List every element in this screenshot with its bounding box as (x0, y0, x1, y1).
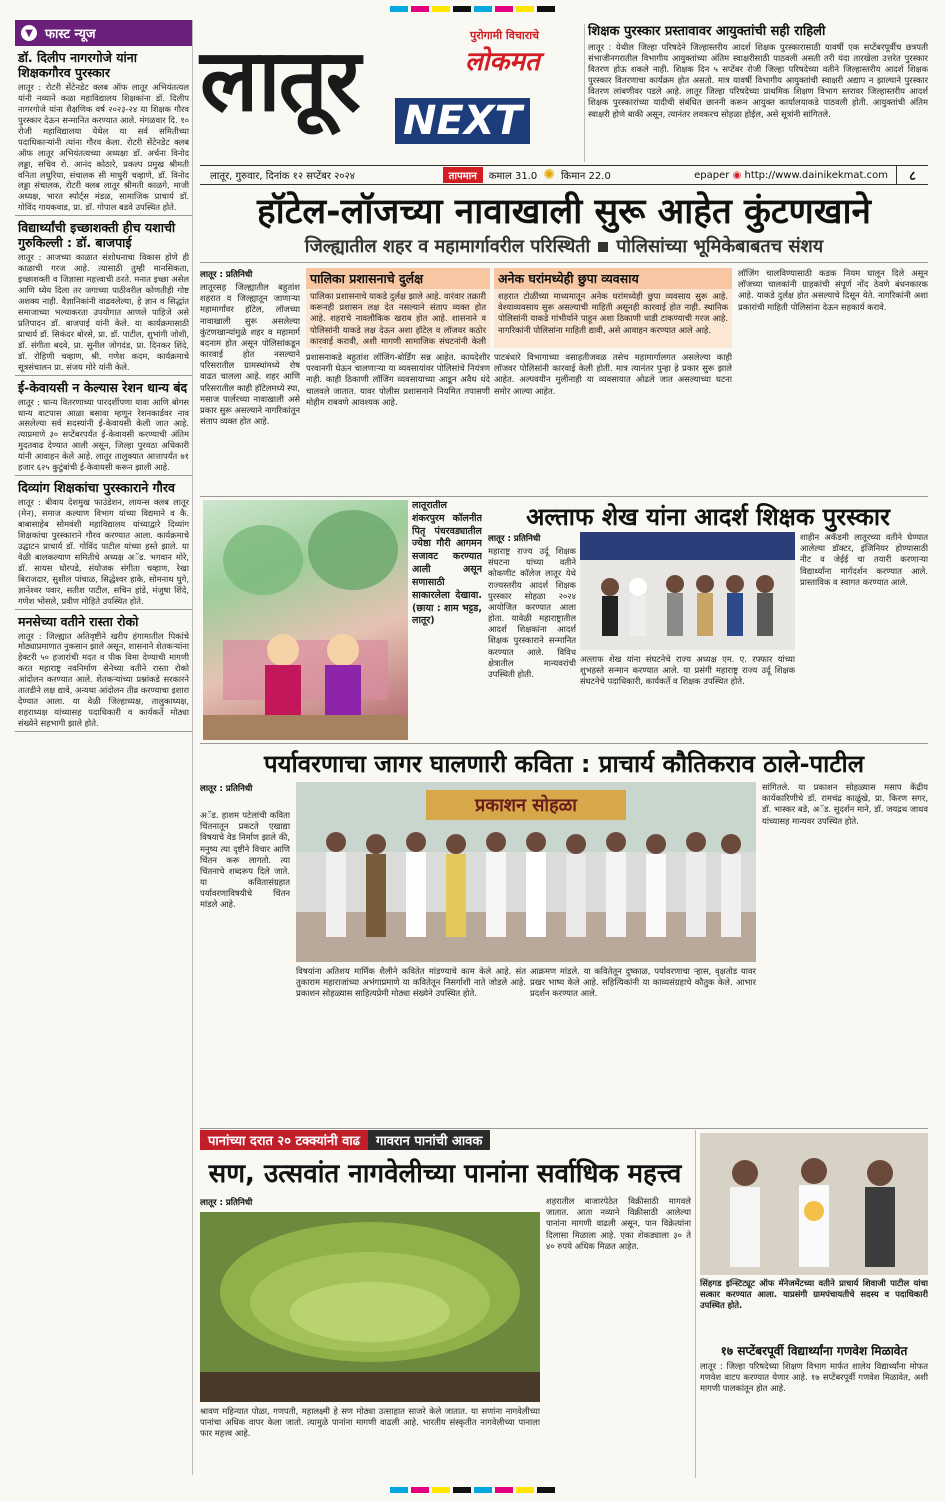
globe-icon: ◉ (732, 169, 742, 181)
lead-headline: हॉटेल-लॉजच्या नावाखाली सुरू आहेत कुंटणखाने (257, 192, 871, 232)
registration-marks-top (18, 6, 927, 14)
story2-column-1: लातूर : प्रतिनिधी महाराष्ट्र राज्य उर्दू शिक्षक संघटना यांच्या वतीने कोकणीट कॉलेज लातूर येथे राज्यस्तरीय आदर्श शिक्षक पुरस्कार सोहळा २०२४ आयोजित करण्यात आला होता. यावेळी महाराष्ट्रातील आदर्श शिक्षकांना आदर्श शिक्षक पुरस्काराने सन्मानित करण्यात आले. विविध क्षेत्रातील मान्यवरांची उपस्थिती होती. (488, 534, 576, 679)
masthead-brand: लोकमत (465, 47, 540, 77)
website-url: http://www.dainikekmat.com (744, 169, 888, 181)
lead-column-2: प्रशासनाकडे बहुतांश लॉजिंग-बोर्डिंग सन्न आहेत. कायदेशीर परवानगी घेऊन चालणाऱ्या या व्यवसायांवर पोलिसांचे नियंत्रण नाही. काही ठिकाणी लॉजिंग व्यवसायाच्या आडून अवैध धंदे चालवले जातात. यावर पोलीस प्रशासनाने नियमित तपासणी मोहीम राबवणे आवश्यक आहे. (306, 352, 490, 407)
news-brief-title: विद्यार्थ्यांची इच्छाशक्ती हीच यशाची गुरुकिल्ली : डॉ. बाजपाई (18, 220, 176, 251)
news-brief-text: लातूर : आजच्या काळात संशोधनाचा विकास होणे ही काळाची गरज आहे. त्यासाठी तुम्ही मानसिकता, इच्छाशक्ती व जिज्ञासा महत्त्वाची ठरते. मनात इच्छा असेल आणि ध्येय दिला तर जगाच्या पाठीवरील कोणतीही गोष्ट अशक्य नाही. वैज्ञानिकांनी वाढवलेल्या, हे ज्ञान व सिद्धांत समाजाच्या भल्याकरता उपयोगात आणले पाहिजे असे प्रतिपादन डॉ. बाजपाई यांनी केले. या कार्यक्रमासाठी प्राचार्य डॉ. सिकंदर बोरसे, प्रा. डॉ. पाटील, शुभांगी जोशी, डॉ. संगीता बदवे, प्रा. सुनील जोगदंड, प्रा. दिनकर शिंदे, डॉ. रोहिणी चव्हाण, श्री. गणेश कदम, कार्यक्रमाचे सूत्रसंचालन प्रा. संजय मोरे यांनी केले. (18, 252, 189, 372)
news-brief-title: ई-केवायसी न केल्यास रेशन धान्य बंद (18, 379, 188, 395)
news-brief-text: लातूर : जिल्ह्यात अतिवृष्टीने खरीप हंगामातील पिकांचे मोठ्याप्रमाणात नुकसान झाले असून, शासनाने शेतकऱ्यांना हेक्टरी ५० हजारांची मदत व पीक विमा देण्याची मागणी करत महाराष्ट्र नवनिर्माण सेनेच्या वतीने रास्ता रोको आंदोलन करण्यात आले. शेतकऱ्यांच्या प्रश्नांकडे सरकारने तातडीने लक्ष द्यावे, अन्यथा आंदोलन तीव्र करण्याचा इशारा देण्यात आला. या वेळी जिल्हाध्यक्ष, तालुकाध्यक्ष, शहराध्यक्ष यांच्यासह पदाधिकारी व कार्यकर्ते मोठ्या संख्येने सहभागी झाले होते. (18, 630, 189, 728)
sidebar-box-2: अनेक घरांमध्येही छुपा व्यवसाय शहरात टोळींच्या माध्यमातून अनेक घरांमध्येही छुपा व्यवसाय सुरू आहे. वेश्याव्यवसाय सुरू असल्याची माहिती असूनही कारवाई होत नाही. स्थानिक पोलिसांनी याकडे गांभीर्याने पाहून अशा ठिकाणी धाडी टाकण्याची गरज आहे. नागरिकांनी पोलिसांना माहिती द्यावी, असे आवाहन करण्यात आले आहे. (494, 268, 732, 348)
masthead-title: लातूर (200, 31, 359, 131)
registration-mark (516, 1487, 534, 1493)
masthead-tagline: पुरोगामी विचाराचे (470, 29, 540, 42)
story3-headline: पर्यावरणाचा जागर घालणारी कविता : प्राचार्य कौतिकराव ठाले-पाटील (264, 750, 864, 778)
fast-news-header (15, 20, 192, 46)
news-brief (15, 610, 192, 732)
top-right-text: लातूर : येथील जिल्हा परिषदेने जिल्हास्तरीय आदर्श शिक्षक पुरस्कारासाठी यावर्षी एक सप्टेंबरपूर्वीच छत्रपती संभाजीनगरातील विभागीय आयुक्तांच्या अंतिम स्वाक्षरीसाठी पाठवली असती तरी यंदा तारखेला उत्तरेत पुरस्कार वितरण होऊ शकले नाही. शिक्षक दिन ५ सप्टेंबर रोजी जिल्हा परिषदेच्या वतीने जिल्हास्तरीय आदर्श शिक्षक पुरस्कार वितरणाचा कार्यक्रम होत असतो. मात्र यावर्षी विभागीय आयुक्तांची स्वाक्षरी अद्याप न झाल्याने पुरस्कार वितरण लांबणीवर पडले आहे. लातूर जिल्हा परिषदेच्या प्राथमिक शिक्षण विभाग स्तरावर जिल्हास्तरीय आदर्श शिक्षक पुरस्कारांच्या यादीची संबंधित छाननी करून आयुक्त कार्यालयाकडे पाठवली होती. आयुक्तांची अंतिम स्वाक्षरी होणे बाकी असून, त्यानंतर लवकरच सोहळा होईल, असे सूत्रांनी सांगितले. (588, 41, 928, 119)
news-brief-title: मनसेच्या वतीने रास्ता रोको (18, 613, 139, 629)
registration-mark (537, 6, 555, 12)
sun-icon: ✺ (543, 167, 555, 183)
top-right-title: शिक्षक पुरस्कार प्रस्तावावर आयुक्तांची सही राहिली (588, 24, 826, 39)
uniform-story-text: लातूर : जिल्हा परिषदेच्या शिक्षण विभाग मार्फत शालेय विद्यार्थ्यांना मोफत गणवेश वाटप करण्यात येणार आहे. १७ सप्टेंबरपूर्वी गणवेश मिळावेत, अशी मागणी पालकांतून होत आहे. (700, 1361, 928, 1394)
top-right-story (588, 24, 928, 164)
story4-spacer (320, 1196, 540, 1210)
registration-mark (537, 1487, 555, 1493)
story4-column-1: लातूर : प्रतिनिधी (200, 1198, 253, 1208)
registration-mark (390, 6, 408, 12)
dateline-bar (200, 165, 928, 185)
registration-mark (432, 6, 450, 12)
story2-headline: अल्ताफ शेख यांना आदर्श शिक्षक पुरस्कार (526, 503, 890, 531)
betel-leaves-photo (200, 1212, 540, 1402)
news-brief (15, 376, 192, 477)
lead-column-1: लातूर : प्रतिनिधी लातूरसह जिल्ह्यातील बहुतांश शहरात व जिल्ह्यातून जाणाऱ्या महामार्गांवर हॉटेल, लॉजच्या नावाखाली सुरू असलेल्या कुंटणखान्यांमुळे शहर व महामार्ग बदनाम होत असून पोलिसांकडून कारवाई होत नसल्याने परिसरातील ग्रामस्थांमध्ये रोष वाढत चालला आहे. शहर आणि परिसरातील काही हॉटेलमध्ये स्पा, मसाज पार्लरच्या नावाखाली असे प्रकार सुरू असल्याने नागरिकांतून संताप व्यक्त होत आहे. (200, 270, 300, 427)
registration-mark (495, 1487, 513, 1493)
divider (200, 1128, 928, 1129)
news-brief-title: दिव्यांग शिक्षकांचा पुरस्काराने गौरव (18, 480, 175, 496)
lead-column-3: पाटबंधारे विभागाच्या वसाहतीजवळ तसेच महामार्गालगत असलेल्या काही लॉजवर पोलिसांनी कारवाई केली होती. मात्र त्यानंतर पुन्हा हे प्रकार सुरू झाले आहेत. अल्पवयीन मुलींनाही या व्यवसायात ओढले जात असल्याच्या घटना समोर आल्या आहेत. (494, 352, 732, 396)
temperature (433, 167, 621, 183)
festival-photo (203, 500, 408, 740)
fast-news-title: फास्ट न्यूज (45, 27, 96, 42)
uniform-story-title: १७ सप्टेंबरपूर्वी विद्यार्थ्यांना गणवेश मिळावेत (720, 1344, 908, 1358)
book-launch-banner: प्रकाशन सोहळा (475, 795, 577, 816)
registration-mark (411, 6, 429, 12)
registration-mark (432, 1487, 450, 1493)
epaper-link[interactable]: epaper ◉ http://www.dainikekmat.com (694, 169, 888, 181)
registration-mark (453, 6, 471, 12)
temperature-label: तापमान (443, 167, 483, 183)
felicitation-caption: सिंहगड इन्स्टिट्यूट ऑफ मॅनेजमेंटच्या वतीने प्राचार्य शिवाजी पाटील यांचा सत्कार करण्यात आला. याप्रसंगी ग्रामपंचायतीचे सदस्य व पदाधिकारी उपस्थित होते. (700, 1278, 928, 1311)
news-brief (15, 216, 192, 375)
divider (200, 262, 928, 263)
betel-leaves-graphic (200, 1212, 540, 1402)
sidebar-box-1: पालिका प्रशासनाचे दुर्लक्ष पालिका प्रशासनाचे याकडे दुर्लक्ष झाले आहे. वारंवार तक्रारी करूनही प्रशासन लक्ष देत नसल्याने संताप व्यक्त होत आहे. शहराचे नावलौकिक खराब होत आहे. शासनाने व पोलिसांनी याकडे लक्ष देऊन अशा हॉटेल व लॉजवर कठोर कारवाई करावी, अशी मागणी सामाजिक संघटनांनी केली (306, 268, 490, 348)
story4-headline: सण, उत्सवांत नागवेलीच्या पानांना सर्वाधिक महत्त्व (208, 1159, 682, 1189)
dateline-date: लातूर, गुरुवार, दिनांक १२ सप्टेंबर २०२४ (210, 171, 355, 182)
story3-column-3: आक्रमण मांडले. या कवितेतून दुष्काळ, पर्यावरणाचा ऱ्हास, वृक्षतोड यावर प्रखर भाष्य केले आहे. सहित्यिकांनी या काव्यसंग्रहाचे कौतुक केले. आभार प्रदर्शन करण्यात आले. (530, 966, 756, 999)
registration-mark (474, 6, 492, 12)
festival-photo-graphic (203, 500, 408, 740)
lead-column-4: लॉजिंग चालविण्यासाठी कडक नियम घालून दिले असून लॉजच्या चालकांनी ग्राहकांची संपूर्ण नोंद ठेवणे बंधनकारक आहे. याकडे दुर्लक्ष होत असल्याचे दिसून येते. नागरिकांनी अशा प्रकारांची माहिती पोलिसांना देऊन सहकार्य करावे. (738, 268, 928, 312)
registration-mark (453, 1487, 471, 1493)
lead-subhead: जिल्ह्यातील शहर व महामार्गावरील परिस्थिती पोलिसांच्या भूमिकेबाबतच संशय (304, 236, 824, 257)
story4-column-2: शहरातील बाजारपेठेत विक्रीसाठी मागवले जातात. आता नव्याने विक्रीसाठी आलेल्या पानांना मागणी वाढली असून, पान विक्रेत्यांना दिलासा मिळाला आहे. एका शेकड्याला ३० ते ४० रुपये अधिक मिळत आहेत. (546, 1196, 691, 1251)
registration-mark (390, 1487, 408, 1493)
news-brief-text: लातूर : रोटरी सेंटेनडेट क्लब ऑफ लातूर अभियंतत्यल यांनी नव्याने कळा महाविद्यालय शिक्षकांना डॉ. दिलीप नागरगोजे यांना शैक्षणिक वर्ष २०२३-२४ या शिक्षक गौरव पुरस्कार देऊन सन्मानित करण्यात आले. मंगळवार दि. १० रोजी महाविद्यालया येथेल या सर्व समितीच्या पदाधिकाऱ्यांनी त्यांना गौरव केला. रोटरी सेंटेनडेट क्लब ऑफ लातूर अभियंतत्यच्या अध्यक्षा डॉ. अर्चना विनोद लड्डा, सचिव रो. आनंद कोठारे, प्रकल्प प्रमुख श्रीमती वनिता लधुरिया, संचालक सी माधुरी चव्हाणे, डॉ. विनोद लड्डा संचालक, रोटरी क्लब लातूर श्रीमती काळगे, माजी अध्यक्ष, भारत स्पोर्ट्स मंडळ, सामाजिक प्राचार्य डॉ. गोविंद गायकवाड, प्रा. डॉ. गोपाल बडवे उपस्थित होते. (18, 82, 189, 213)
news-brief-text: लातूर : बीवाय देशमुख फाउंडेशन, लायन्स क्लब लातूर (मेन), समाज कल्याण विभाग यांच्या विद्यमाने व कै. बाबासाहेब सोमवंशी महाविद्यालय यांच्याद्वारे दिव्यांग शिक्षकांचा पुरस्काराने गौरव करण्यात आला. कार्यक्रमाचे उद्घाटन प्राचार्य डॉ. गोविंद पाटील यांच्या हस्ते झाले. या वेळी बालकल्याण समितीचे अध्यक्ष अॅड. भगवान मोरे, डॉ. सायस घोरपडे, संयोजक संगीता चव्हाण, रेखा बिराजदार, सुशील पांचाळ, सिद्धेश्वर हाके, सोमनाथ घुगे, ज्ञानेश्वर पवार, सतीश पाटील, सचिन हांडे, मंजुषा शिंदे, गणेश भोसले, प्रवीण मोहिते उपस्थित होते. (18, 497, 189, 606)
story4-kicker: पानांच्या दरात २० टक्क्यांनी वाढ गावरान पानांची आवक (200, 1130, 690, 1150)
book-launch-photo (296, 782, 756, 962)
divider (200, 743, 928, 744)
story3-column-2: विषयांना अतिशय मार्मिक शैलीने कवितेत मांडण्याचे काम केले आहे. संत तुकाराम महाराजांच्या अभंगाप्रमाणे या कवितेतून निसर्गाशी नाते जोडले आहे. प्रकाशन सोहळ्यास साहित्यप्रेमी मोठ्या संख्येने उपस्थित होते. (296, 966, 526, 999)
registration-mark (495, 6, 513, 12)
masthead-next-logo: NEXT (395, 98, 530, 144)
registration-mark (516, 6, 534, 12)
divider (584, 24, 585, 162)
news-brief-text: लातूर : धान्य वितरणाच्या पारदर्शीपणा यावा आणि बोगस धान्य वाटपास आळा बसावा म्हणून रेशनकार्डवर नाव असलेल्या सर्व सदस्यांनी ई-केवायसी केली जात आहे. त्याप्रमाणे ३० सप्टेंबरपर्यंत ई-केवायसी करण्याची अंतिम मुदतवाढ देण्यात आली असून, जिल्हा पुरवठा अधिकारी यांनी आवाहन केले आहे. लातूर तालुक्यात आत्तापर्यंत ७१ हजार ६२५ कुटुंबांची ई-केवायसी करून झाली आहे. (18, 396, 189, 473)
story3-column-1: अॅड. हाशम पटेलांची कविता चिंतनातून प्रकटते एखाद्या विषयाचे वेड निर्माण झाले की, मनुष्य त्या दृष्टीने विचार आणि चिंतन करू लागतो. त्या चिंतनाचे शब्दरूप दिले जाते. या कवितासंग्रहात पर्यावरणाविषयीचे चिंतन मांडले आहे. (200, 810, 290, 910)
square-bullet-icon (598, 242, 608, 252)
felicitation-graphic (700, 1133, 928, 1275)
news-brief-title: डॉ. दिलीप नागरगोजे यांना शिक्षकगौरव पुरस्कार (18, 50, 137, 80)
divider (200, 496, 928, 497)
page-number: ८ (896, 166, 928, 184)
temperature-min: किमान 22.0 (560, 171, 611, 182)
news-brief (15, 476, 192, 609)
registration-marks-bottom (18, 1487, 927, 1495)
felicitation-photo (700, 1133, 928, 1275)
story2-column-2: अल्ताफ शेख यांना संघटनेचे राज्य अध्यक्ष एम. ए. रफ्फार यांच्या शुभहस्ते सन्मान करण्यात आले. या प्रसंगी महाराष्ट्र राज्य उर्दू शिक्षक संघटनेचे पदाधिकारी, कार्यकर्ते व शिक्षक उपस्थित होते. (580, 654, 795, 687)
story4-column-1-text: श्रावण महिन्यात पोळा, गणपती, महालक्ष्मी हे सण मोठ्या उत्साहात साजरे केले जातात. या सणांना नागवेलीच्या पानांचा अधिक वापर केला जातो. त्यामुळे पानांना मागणी वाढली आहे. भारतीय संस्कृतीत नागवेलीच्या पानाला फार महत्त्व आहे. (200, 1406, 540, 1439)
registration-mark (474, 1487, 492, 1493)
story3-byline-block: लातूर : प्रतिनिधी (200, 784, 253, 794)
award-photo (580, 532, 795, 650)
festival-photo-caption: लातूरातील शंकरपुरम कॉलनीत पितृ पंधरवड्यातील ज्येष्ठा गौरी आगमन सजावट करण्यात आली असून सणासाठी साकारलेला देखावा. (छाया : शाम भट्टड, लातूर) (412, 500, 482, 627)
registration-mark (411, 1487, 429, 1493)
news-brief (15, 46, 192, 216)
temperature-max: कमाल 31.0 (488, 171, 538, 182)
masthead (200, 20, 580, 165)
award-photo-graphic (580, 532, 795, 650)
fast-news-column (15, 20, 193, 1475)
story2-column-3: शाहीन अकॅडमी लातूरच्या वतीने घेण्यात आलेल्या डॉक्टर, इंजिनियर होण्यासाठी नीट व जेईई चा तयारी करणाऱ्या विद्यार्थ्यांना मार्गदर्शन करण्यात आले. प्रास्ताविक व स्वागत करण्यात आले. (800, 532, 928, 587)
story3-column-4: सांगितले. या प्रकाशन सोहळ्यास मसाप केंद्रीय कार्यकारिणीचे डॉ. रामचंद्र काळुंखे, प्रा. किरण सगर, डॉ. भास्कर बडे, अॅड. सुदर्शन माने, डॉ. जयद्रथ जाधव यांच्यासह मान्यवर उपस्थित होते. (762, 782, 928, 826)
divider (695, 1130, 696, 1478)
uniform-story (700, 1342, 928, 1478)
chevron-down-icon: ▼ (21, 25, 37, 41)
